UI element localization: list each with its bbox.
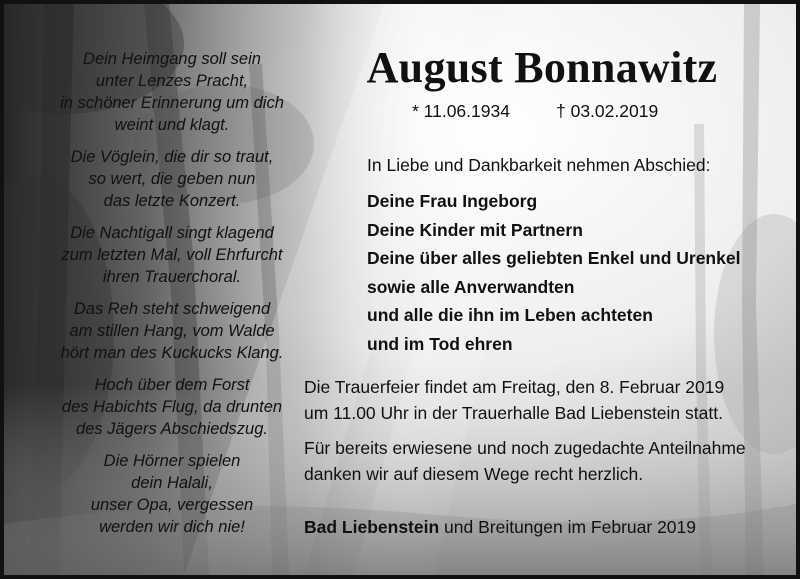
poem-stanza <box>22 146 322 212</box>
poem-line: Die Hörner spielen <box>103 452 241 470</box>
farewell-intro: In Liebe und Dankbarkeit nehmen Abschied: <box>367 155 711 175</box>
poem-line: Das Reh steht schweigend <box>73 300 271 318</box>
mourner-line: und alle die ihn im Leben achteten <box>367 305 653 325</box>
poem-line: zum letzten Mal, voll Ehrfurcht <box>61 246 283 264</box>
poem-line: Hoch über dem Forst <box>94 376 250 394</box>
poem-line: in schöner Erinnerung um dich <box>60 94 284 112</box>
poem-line: unser Opa, vergessen <box>90 496 254 514</box>
poem-line: ihren Trauerchoral. <box>102 268 242 286</box>
poem-line: hört man des Kuckucks Klang. <box>60 344 284 362</box>
poem-line: Dein Heimgang soll sein <box>83 50 261 68</box>
poem-line: so wert, die geben nun <box>88 170 256 188</box>
footer-rest: und Breitungen im Februar 2019 <box>439 517 696 537</box>
poem-line: das letzte Konzert. <box>103 192 241 210</box>
place-and-date <box>304 517 696 538</box>
poem-line: des Jägers Abschiedszug. <box>76 420 268 438</box>
mourner-line: Deine über alles geliebten Enkel und Urenkel <box>367 248 741 268</box>
poem-stanza <box>22 298 322 364</box>
poem-stanza <box>22 222 322 288</box>
poem-line: unter Lenzes Pracht, <box>95 72 249 90</box>
thanks-line: Für bereits erwiesene und noch zugedachte Anteilnahme <box>304 438 746 458</box>
mourners-list <box>367 187 740 358</box>
death-date: † 03.02.2019 <box>556 101 659 121</box>
poem-line: des Habichts Flug, da drunten <box>61 398 283 416</box>
poem-line: werden wir dich nie! <box>99 518 245 536</box>
poem-line: Die Vöglein, die dir so traut, <box>70 148 274 166</box>
mourner-line: sowie alle Anverwandten <box>367 276 575 297</box>
deceased-name: August Bonnawitz <box>366 43 718 92</box>
thanks-line: danken wir auf diesem Wege recht herzlich. <box>304 464 644 484</box>
funeral-info <box>304 374 724 426</box>
funeral-line: um 11.00 Uhr in der Trauerhalle Bad Liebenstein statt. <box>304 403 723 423</box>
poem-stanza <box>22 450 322 538</box>
poem <box>22 48 322 548</box>
poem-stanza <box>22 374 322 440</box>
funeral-line: Die Trauerfeier findet am Freitag, den 8. Februar 2019 <box>304 377 725 397</box>
birth-date: * 11.06.1934 <box>412 101 510 121</box>
mourner-line: Deine Frau Ingeborg <box>367 191 538 211</box>
poem-stanza <box>22 48 322 136</box>
poem-line: am stillen Hang, vom Walde <box>69 322 275 340</box>
mourner-line: Deine Kinder mit Partnern <box>367 219 583 240</box>
thanks-note <box>304 435 746 487</box>
mourner-line: und im Tod ehren <box>367 333 513 354</box>
poem-line: Die Nachtigall singt klagend <box>70 224 274 242</box>
poem-line: dein Halali, <box>131 474 213 492</box>
footer-place: Bad Liebenstein <box>304 517 440 537</box>
poem-line: weint und klagt. <box>114 116 230 134</box>
